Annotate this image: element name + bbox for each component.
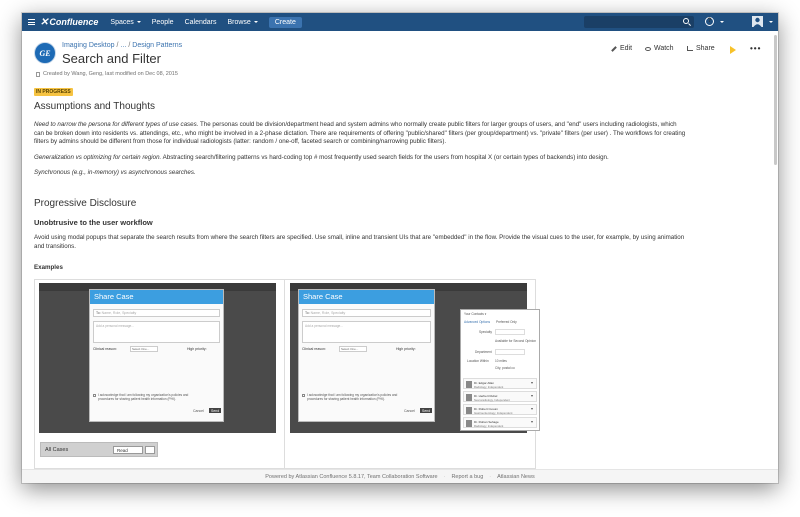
specialty-label: Specialty	[479, 330, 492, 334]
nav-spaces[interactable]	[110, 19, 140, 26]
watch-label: Watch	[654, 45, 674, 52]
to-placeholder: Name, Role, Specialty	[310, 311, 346, 315]
contact-name: Dr. Herbert Rubel	[474, 393, 498, 398]
contact-specialty: Neuroradiology, Independent	[474, 397, 510, 402]
unobtrusive-text-line1: Avoid using modal popups that separate the search results from where the search filters are specified. Use small, inline and transient UIs that are "embedded" in the flow. Provide the visual cues to the user, for example, by using animation	[34, 234, 685, 241]
ack-checkbox	[302, 394, 305, 397]
page-footer	[22, 469, 778, 483]
clinical-reason-select: Select One...	[130, 346, 158, 352]
report-bug-link[interactable]: Report a bug	[451, 473, 484, 480]
specialty-field	[495, 329, 525, 335]
avatar	[466, 394, 472, 401]
menu-icon[interactable]	[22, 13, 40, 31]
clinical-reason-label: Clinical reason:	[93, 347, 117, 351]
breadcrumb-separator: /	[128, 42, 131, 49]
chevron-down-icon	[531, 421, 533, 423]
contact-card	[463, 378, 537, 389]
breadcrumb-separator: /	[116, 42, 119, 49]
chevron-down-icon	[531, 395, 533, 397]
miles-select: 10 miles	[495, 359, 507, 363]
scrollbar[interactable]	[774, 35, 777, 165]
high-priority-label: High priority:	[187, 347, 207, 351]
status-badge: IN PROGRESS	[36, 89, 71, 95]
footer-separator: ·	[443, 473, 446, 480]
paragraph-personas	[34, 121, 760, 147]
share-button[interactable]	[687, 45, 715, 52]
logo-text: Confluence	[49, 17, 99, 27]
contact-name: Dr. Robert Cusum	[474, 406, 499, 411]
watch-button[interactable]	[645, 45, 674, 52]
to-field	[302, 309, 431, 317]
contact-name: Dr. Rohan Sehage	[474, 419, 499, 424]
contacts-popover	[460, 309, 540, 431]
byline-text: Created by Wang, Geng, last modified on Dec 08, 2015	[43, 71, 178, 77]
help-icon[interactable]: ?	[705, 17, 714, 26]
play-icon	[730, 46, 736, 54]
city-field: City, postal co	[495, 366, 515, 370]
personas-text-line2: can be broken down into residents vs. attendings, etc., who might be involved in a 2-phase dictation. There are requirements of offering "public/shared" filters (per group/department) vs. "private" filters (per user) . The workflows for creating	[34, 129, 686, 137]
contact-card	[463, 417, 537, 428]
heading-assumptions: Assumptions and Thoughts	[34, 101, 156, 112]
personas-text: The personas could be division/department head and system admins who normally create public filters for larger groups of users, and "end" users including radiologists, which	[198, 121, 677, 128]
share-label: Share	[696, 45, 715, 52]
more-icon: •••	[750, 44, 762, 53]
synchronous-emphasis: Synchronous (e.g., in-memory) vs asynchronous searches.	[34, 169, 196, 176]
send-button: Send	[422, 408, 431, 413]
heading-progressive-disclosure: Progressive Disclosure	[34, 198, 137, 209]
to-label: To:	[96, 311, 101, 315]
nav-browse-label: Browse	[227, 18, 251, 26]
edit-label: Edit	[620, 45, 633, 52]
chevron-down-icon	[531, 408, 533, 410]
paragraph-unobtrusive	[34, 234, 760, 251]
heading-examples: Examples	[34, 264, 63, 271]
contact-card	[463, 404, 537, 415]
avatar[interactable]	[752, 16, 763, 27]
nav-calendars[interactable]	[185, 19, 217, 26]
footer-separator: ·	[489, 473, 492, 480]
personas-emphasis: Need to narrow the persona for different types of use cases.	[34, 121, 199, 128]
more-actions-button[interactable]	[750, 44, 761, 53]
generalization-text: Abstracting search/filtering patterns vs hard-coding top # most frequently used search fields for the users from hospital X (or certain types of backends) into design.	[161, 154, 609, 161]
avatar	[466, 420, 472, 427]
chevron-down-icon[interactable]	[769, 21, 773, 23]
page-byline	[36, 71, 178, 77]
read-select: Read	[113, 446, 143, 454]
to-placeholder: Name, Role, Specialty	[101, 311, 137, 315]
preferred-only-option: Preferred Only	[496, 320, 517, 324]
confluence-logo[interactable]: ✕ Confluence	[40, 16, 99, 28]
atlassian-news-link[interactable]: Atlassian News	[497, 473, 535, 480]
nav-spaces-label: Spaces	[110, 18, 134, 26]
contact-card	[463, 391, 537, 402]
paragraph-synchronous	[34, 169, 760, 178]
search-icon	[145, 446, 155, 454]
page-title: Search and Filter	[62, 51, 161, 66]
edit-button[interactable]	[611, 45, 632, 52]
chevron-down-icon[interactable]	[720, 21, 724, 23]
avatar	[466, 407, 472, 414]
eye-icon	[645, 47, 651, 51]
browser-window	[22, 13, 778, 483]
examples-divider	[284, 279, 285, 469]
page-icon	[36, 72, 40, 77]
contact-specialty: Gastroenterology, Independent	[474, 410, 513, 415]
department-label: Department	[475, 350, 492, 354]
share-case-dialog	[89, 289, 224, 422]
breadcrumb-item[interactable]: Imaging Desktop	[62, 42, 115, 49]
nav-browse[interactable]	[227, 19, 257, 26]
popover-header: Your Contacts ▾	[464, 312, 487, 316]
create-button[interactable]: Create	[269, 17, 302, 28]
space-logo[interactable]: GE	[34, 42, 56, 64]
high-priority-label: High priority:	[396, 347, 416, 351]
footer-powered-by: Powered by Atlassian Confluence 5.8.17, Team Collaboration Software	[265, 473, 438, 480]
breadcrumb	[62, 42, 182, 49]
message-field: Add a personal message...	[93, 321, 220, 343]
second-opinion-option: Available for Second Opinion	[495, 339, 537, 343]
ack-text: I acknowledge that I am following my organization's policies and procedures for sharing patient health information (PHI).	[98, 393, 189, 401]
nav-calendars-label: Calendars	[184, 18, 217, 26]
share-case-dialog	[298, 289, 435, 422]
heading-unobtrusive: Unobtrusive to the user workflow	[34, 218, 153, 227]
department-field	[495, 349, 525, 355]
all-cases-bar[interactable]	[40, 442, 158, 457]
to-field	[93, 309, 220, 317]
breadcrumb-item[interactable]: Design Patterns	[132, 42, 183, 49]
chevron-down-icon	[254, 21, 258, 23]
dialog-title: Share Case	[299, 290, 434, 304]
contact-specialty: Radiology, Independent	[474, 423, 504, 428]
breadcrumb-item[interactable]: ...	[120, 42, 127, 49]
chevron-down-icon	[531, 382, 533, 384]
to-label: To:	[305, 311, 310, 315]
contact-specialty: Radiology, Independent	[474, 384, 504, 389]
google-drive-button[interactable]	[730, 46, 736, 54]
chevron-down-icon	[137, 21, 141, 23]
paragraph-generalization	[34, 154, 760, 163]
clinical-reason-select: Select One...	[339, 346, 367, 352]
advanced-options-link: Advanced Options	[464, 320, 491, 324]
cancel-button: Cancel	[404, 409, 415, 413]
cancel-button: Cancel	[193, 409, 204, 413]
clinical-reason-label: Clinical reason:	[302, 347, 326, 351]
unobtrusive-text-line2: and transitions.	[34, 242, 76, 250]
send-button: Send	[211, 408, 220, 413]
nav-people[interactable]	[152, 19, 174, 26]
all-cases-label: All Cases	[45, 447, 69, 453]
example-screenshot-1[interactable]	[39, 283, 276, 433]
share-icon	[687, 46, 693, 51]
pencil-icon	[611, 46, 617, 52]
ack-text: I acknowledge that I am following my organization's policies and procedures for sharing patient health information (PHI).	[307, 393, 398, 401]
personas-text-line3: filters by admins should be different from those for individual radiologists (latter: random / one-off, faceted search or combining/narrowing public filters).	[34, 138, 447, 146]
avatar	[466, 381, 472, 388]
ack-checkbox	[93, 394, 96, 397]
generalization-emphasis: Generalization vs optimizing for certain region.	[34, 154, 162, 161]
location-label: Location Within	[467, 359, 489, 363]
search-input[interactable]	[584, 16, 694, 28]
search-icon[interactable]	[683, 18, 689, 24]
message-field: Add a personal message...	[302, 321, 431, 343]
contact-name: Dr. Edgar Allan	[474, 380, 495, 385]
nav-people-label: People	[151, 18, 174, 26]
dialog-title: Share Case	[90, 290, 223, 304]
